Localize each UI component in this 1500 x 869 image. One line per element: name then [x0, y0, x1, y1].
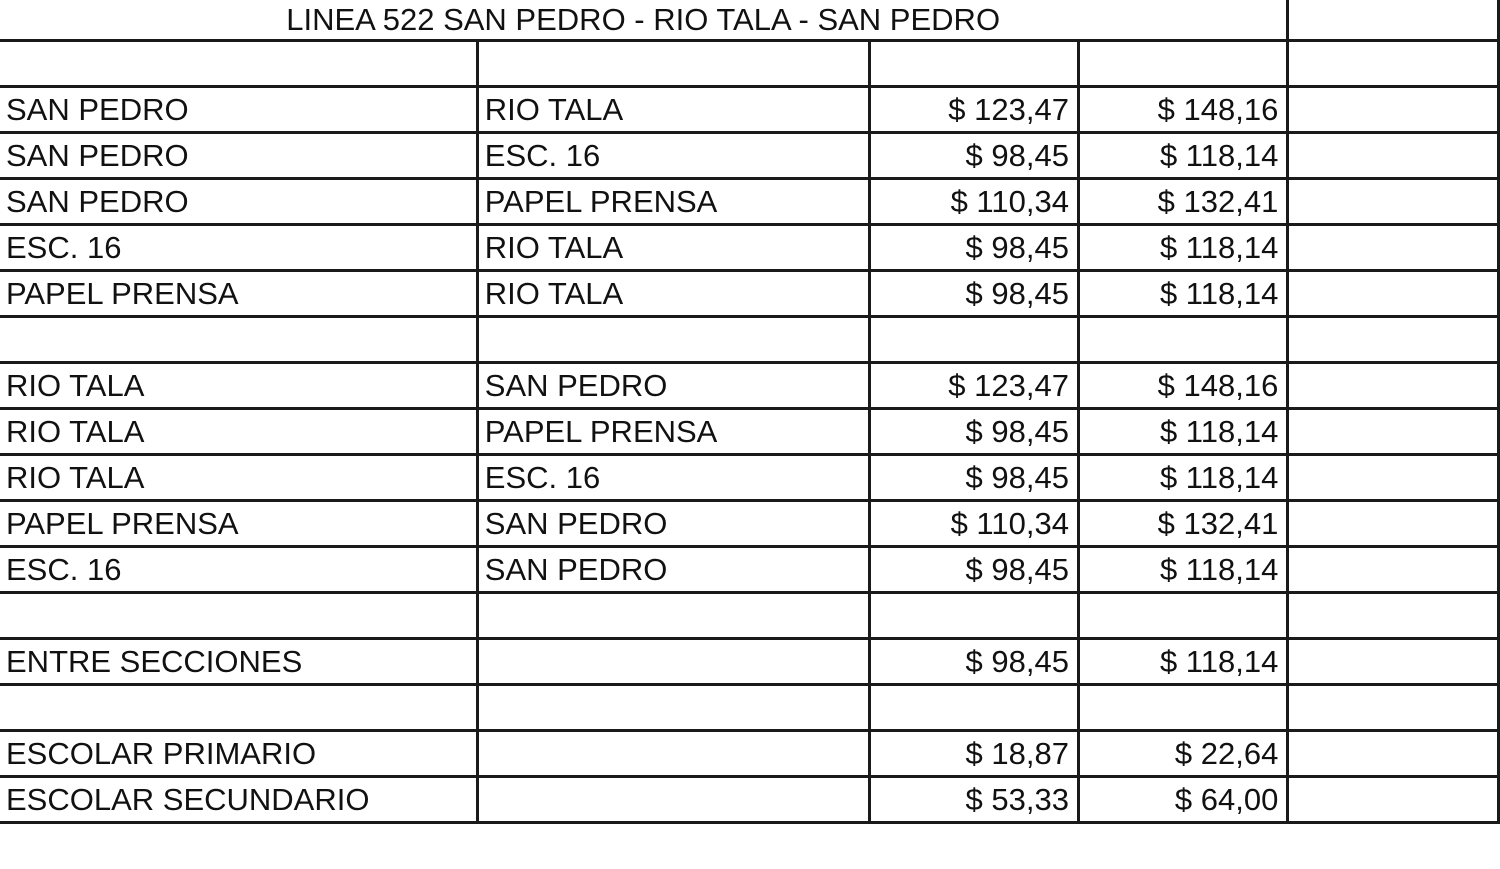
fare-cell-1 [869, 685, 1078, 731]
table-row [0, 731, 1499, 777]
destination-cell: PAPEL PRENSA [477, 179, 869, 225]
destination-cell [477, 317, 869, 363]
fare-cell-1 [869, 317, 1078, 363]
origin-cell [0, 317, 477, 363]
fare-cell-1: $ 110,34 [869, 179, 1078, 225]
empty-cell [1288, 41, 1499, 87]
table-row [0, 501, 1499, 547]
origin-cell: ESC. 16 [0, 547, 477, 593]
destination-cell [477, 639, 869, 685]
fare-cell-2 [1078, 593, 1287, 639]
fare-cell-2 [1078, 317, 1287, 363]
empty-cell [1288, 363, 1499, 409]
fare-cell-2: $ 118,14 [1078, 455, 1287, 501]
fare-cell-1: $ 98,45 [869, 409, 1078, 455]
fare-cell-1: $ 110,34 [869, 501, 1078, 547]
fare-cell-2: $ 132,41 [1078, 179, 1287, 225]
origin-cell: ESC. 16 [0, 225, 477, 271]
fare-cell-2: $ 22,64 [1078, 731, 1287, 777]
table-row [0, 547, 1499, 593]
destination-cell: ESC. 16 [477, 133, 869, 179]
origin-cell: RIO TALA [0, 455, 477, 501]
empty-cell [1288, 179, 1499, 225]
origin-cell: SAN PEDRO [0, 133, 477, 179]
table-row [0, 179, 1499, 225]
fare-cell-2: $ 118,14 [1078, 409, 1287, 455]
table-title: LINEA 522 SAN PEDRO - RIO TALA - SAN PEDRO [0, 0, 1288, 41]
empty-cell [1288, 317, 1499, 363]
table-row [0, 317, 1499, 363]
empty-cell [1288, 731, 1499, 777]
empty-cell [1288, 409, 1499, 455]
fare-cell-1 [869, 41, 1078, 87]
origin-cell: RIO TALA [0, 409, 477, 455]
destination-cell: SAN PEDRO [477, 363, 869, 409]
fare-cell-2: $ 118,14 [1078, 639, 1287, 685]
empty-cell [1288, 685, 1499, 731]
empty-cell [1288, 133, 1499, 179]
table-row [0, 225, 1499, 271]
origin-cell: PAPEL PRENSA [0, 501, 477, 547]
origin-cell: ENTRE SECCIONES [0, 639, 477, 685]
fare-cell-1 [869, 593, 1078, 639]
destination-cell: RIO TALA [477, 87, 869, 133]
destination-cell: RIO TALA [477, 271, 869, 317]
destination-cell [477, 593, 869, 639]
destination-cell: SAN PEDRO [477, 547, 869, 593]
table-row [0, 639, 1499, 685]
fare-cell-2: $ 118,14 [1078, 271, 1287, 317]
destination-cell: ESC. 16 [477, 455, 869, 501]
destination-cell: RIO TALA [477, 225, 869, 271]
table-row [0, 271, 1499, 317]
table-row [0, 593, 1499, 639]
origin-cell: ESCOLAR SECUNDARIO [0, 777, 477, 823]
fare-cell-1: $ 123,47 [869, 87, 1078, 133]
fare-cell-1: $ 123,47 [869, 363, 1078, 409]
destination-cell [477, 777, 869, 823]
empty-cell [1288, 777, 1499, 823]
origin-cell [0, 685, 477, 731]
empty-cell [1288, 271, 1499, 317]
origin-cell: ESCOLAR PRIMARIO [0, 731, 477, 777]
empty-cell [1288, 455, 1499, 501]
fare-cell-2: $ 148,16 [1078, 87, 1287, 133]
fare-cell-1: $ 98,45 [869, 639, 1078, 685]
table-row [0, 777, 1499, 823]
fare-cell-2: $ 148,16 [1078, 363, 1287, 409]
table-row [0, 363, 1499, 409]
origin-cell: PAPEL PRENSA [0, 271, 477, 317]
fare-cell-1: $ 98,45 [869, 271, 1078, 317]
empty-cell [1288, 87, 1499, 133]
fare-cell-2: $ 118,14 [1078, 225, 1287, 271]
fare-cell-1: $ 98,45 [869, 225, 1078, 271]
fare-cell-2 [1078, 685, 1287, 731]
destination-cell [477, 685, 869, 731]
empty-cell [1288, 593, 1499, 639]
empty-cell [1288, 547, 1499, 593]
fare-cell-1: $ 98,45 [869, 133, 1078, 179]
empty-cell [1288, 225, 1499, 271]
table-row [0, 409, 1499, 455]
fare-cell-1: $ 98,45 [869, 547, 1078, 593]
fare-cell-1: $ 53,33 [869, 777, 1078, 823]
fare-cell-1: $ 98,45 [869, 455, 1078, 501]
origin-cell [0, 41, 477, 87]
origin-cell: RIO TALA [0, 363, 477, 409]
destination-cell [477, 41, 869, 87]
fare-cell-1: $ 18,87 [869, 731, 1078, 777]
table-row [0, 133, 1499, 179]
destination-cell [477, 731, 869, 777]
empty-cell [1288, 639, 1499, 685]
table-row [0, 41, 1499, 87]
fare-cell-2: $ 64,00 [1078, 777, 1287, 823]
empty-cell [1288, 0, 1499, 41]
table-row [0, 685, 1499, 731]
destination-cell: SAN PEDRO [477, 501, 869, 547]
origin-cell: SAN PEDRO [0, 179, 477, 225]
destination-cell: PAPEL PRENSA [477, 409, 869, 455]
table-row [0, 455, 1499, 501]
fare-cell-2: $ 132,41 [1078, 501, 1287, 547]
fare-cell-2 [1078, 41, 1287, 87]
fare-cell-2: $ 118,14 [1078, 547, 1287, 593]
table-row [0, 87, 1499, 133]
empty-cell [1288, 501, 1499, 547]
origin-cell [0, 593, 477, 639]
fare-cell-2: $ 118,14 [1078, 133, 1287, 179]
title-row [0, 0, 1499, 41]
origin-cell: SAN PEDRO [0, 87, 477, 133]
